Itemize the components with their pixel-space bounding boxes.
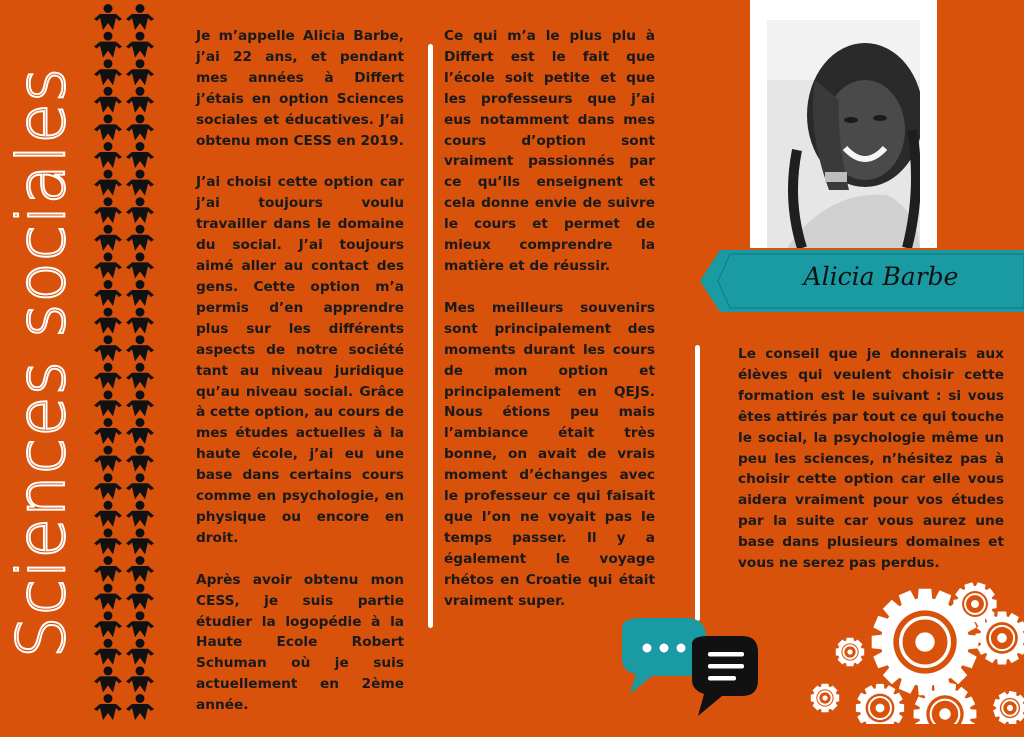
profile-photo-frame xyxy=(750,0,937,248)
col2-paragraph-1: Ce qui m’a le plus plu à Differt est le fait que l’école soit petite et que les professeurs que j’ai eus notamment dans mes cours d’option sont vraiment passionnés par ce qu’ils enseignent et cela donne envie de suivre le cours et permet de mieux comprendre la matière et de réussir. xyxy=(444,28,655,274)
divider-line-2 xyxy=(695,345,700,621)
column-3 xyxy=(738,344,1004,595)
profile-name: Alicia Barbe xyxy=(803,262,959,291)
divider-line-1 xyxy=(428,44,433,628)
column-1 xyxy=(196,26,404,737)
chat-bubble-icon xyxy=(612,616,762,724)
side-title xyxy=(3,0,81,724)
col1-paragraph-1: Je m’appelle Alicia Barbe, j’ai 22 ans, et pendant mes années à Differt j’étais en option Sciences sociales et éducatives. J’ai obtenu mon CESS en 2019. xyxy=(196,28,404,149)
col1-paragraph-3: Après avoir obtenu mon CESS, je suis partie étudier la logopédie à la Haute Ecole Robert Schuman où je suis actuellement en 2ème année. xyxy=(196,571,404,714)
people-chain-icon xyxy=(90,0,170,724)
col2-paragraph-2: Mes meilleurs souvenirs sont principalement des moments durant les cours de mon option et principalement en QEJS. Nous étions peu mais l’ambiance était très bonne, on avait de vrais moment d’échanges avec le professeur ce qui faisait que l’on ne voyait pas le temps passer. Il y a également le voyage rhétos en Croatie qui était vraiment super. xyxy=(444,299,655,609)
col1-paragraph-2: J’ai choisi cette option car j’ai toujours voulu travailler dans le domaine du social. J’ai toujours aimé aller au contact des gens. Cette option m’a permis d’en apprendre plus sur les différents aspects de notre société tant au niveau juridique qu’au niveau social. Grâce à cette option, au cours de mes études actuelles à la haute école, j’ai eu une base dans certains cours comme en psychologie, en physique ou encore en droit. xyxy=(196,174,404,546)
side-title-text: Sciences sociales xyxy=(3,66,81,658)
column-2 xyxy=(444,26,655,632)
col3-paragraph-1: Le conseil que je donnerais aux élèves qui veulent choisir cette formation est le suivant : si vous êtes attirés par tout ce qui touche le social, la psychologie même un peu les sciences, n’hésitez pas à choisir cette option car elle vous aidera vraiment pour vos études par la suite car vous aurez une base dans plusieurs domaines et vous ne serez pas perdus. xyxy=(738,346,1004,572)
profile-photo xyxy=(767,20,920,248)
gears-icon xyxy=(810,580,1024,724)
